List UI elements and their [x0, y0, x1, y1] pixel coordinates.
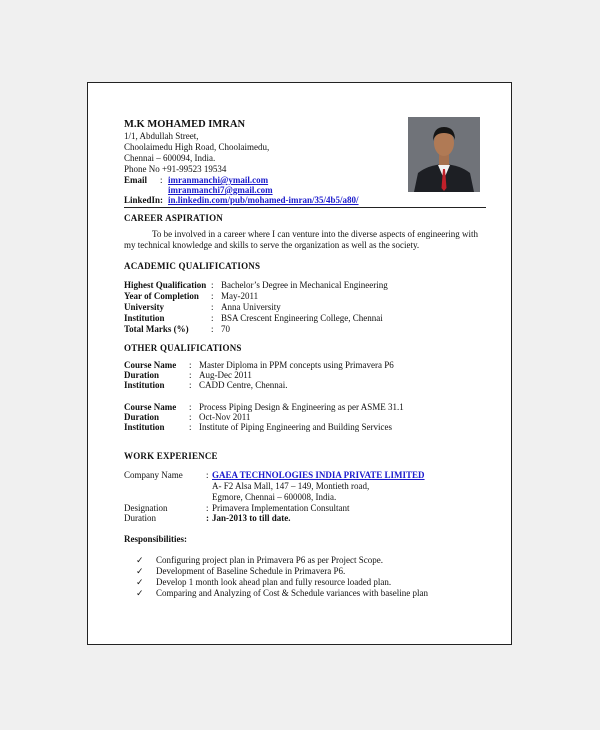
- header-divider: [124, 207, 486, 208]
- company-address-1: A- F2 Alsa Mall, 147 – 149, Montieth road,: [212, 481, 370, 491]
- company-label: Company Name: [124, 470, 183, 480]
- course2-colon-3: :: [189, 422, 192, 432]
- responsibility-text: Develop 1 month look ahead plan and fully resource loaded plan.: [156, 577, 392, 587]
- linkedin-label: LinkedIn: [124, 195, 161, 205]
- academic-colon-3: :: [211, 302, 214, 312]
- course1-label-1: Course Name: [124, 360, 177, 370]
- academic-value-3: Anna University: [221, 302, 281, 312]
- course1-colon-1: :: [189, 360, 192, 370]
- career-heading: CAREER ASPIRATION: [124, 213, 223, 223]
- course1-label-3: Institution: [124, 380, 165, 390]
- email-separator: :: [160, 175, 163, 185]
- email-link-2[interactable]: imranmanchi7@gmail.com: [168, 185, 273, 195]
- check-icon: ✓: [136, 588, 144, 598]
- course2-value-2: Oct-Nov 2011: [199, 412, 251, 422]
- email-link-1[interactable]: imranmanchi@ymail.com: [168, 175, 269, 185]
- responsibilities-heading: Responsibilities:: [124, 534, 188, 544]
- address-line-3: Chennai – 600094, India.: [124, 153, 216, 163]
- responsibility-item: [136, 566, 345, 577]
- designation-value: Primavera Implementation Consultant: [212, 503, 350, 513]
- responsibility-item: [136, 577, 391, 588]
- academic-colon-5: :: [211, 324, 214, 334]
- designation-colon: :: [206, 503, 209, 513]
- academic-label-1: Highest Qualification: [124, 280, 207, 290]
- candidate-name: M.K MOHAMED IMRAN: [124, 119, 246, 130]
- resume-page: [87, 82, 512, 645]
- company-name-link[interactable]: GAEA TECHNOLOGIES INDIA PRIVATE LIMITED: [212, 470, 425, 480]
- check-icon: ✓: [136, 555, 144, 565]
- phone-number: Phone No +91-99523 19534: [124, 164, 227, 174]
- course1-label-2: Duration: [124, 370, 160, 380]
- company-address-2: Egmore, Chennai – 600008, India.: [212, 492, 337, 502]
- check-icon: ✓: [136, 566, 144, 576]
- responsibility-item: [136, 555, 383, 566]
- academic-colon-1: :: [211, 280, 214, 290]
- responsibility-text: Development of Baseline Schedule in Primavera P6.: [156, 566, 346, 576]
- course1-value-2: Aug-Dec 2011: [199, 370, 252, 380]
- course1-colon-3: :: [189, 380, 192, 390]
- duration-value: Jan-2013 to till date.: [212, 513, 291, 523]
- course2-colon-1: :: [189, 402, 192, 412]
- academic-label-5: Total Marks (%): [124, 324, 189, 334]
- email-label: Email: [124, 175, 148, 185]
- course2-colon-2: :: [189, 412, 192, 422]
- academic-value-2: May-2011: [221, 291, 259, 301]
- course2-label-1: Course Name: [124, 402, 177, 412]
- course1-value-3: CADD Centre, Chennai.: [199, 380, 288, 390]
- linkedin-separator: :: [160, 195, 163, 205]
- duration-colon: :: [206, 513, 209, 523]
- course2-value-3: Institute of Piping Engineering and Building Services: [199, 422, 392, 432]
- academic-label-3: University: [124, 302, 164, 312]
- course2-label-2: Duration: [124, 412, 160, 422]
- linkedin-link[interactable]: in.linkedin.com/pub/mohamed-imran/35/4b5/a80/: [168, 195, 359, 205]
- responsibility-item: [136, 588, 428, 599]
- course2-label-3: Institution: [124, 422, 165, 432]
- profile-photo: [408, 117, 480, 192]
- academic-label-4: Institution: [124, 313, 165, 323]
- career-text: To be involved in a career where I can venture into the diverse aspects of engineering with my technical knowledge and skills to serve the organization as well as the society.: [124, 229, 478, 250]
- designation-label: Designation: [124, 503, 168, 513]
- check-icon: ✓: [136, 577, 144, 587]
- company-colon: :: [206, 470, 209, 480]
- course1-colon-2: :: [189, 370, 192, 380]
- academic-colon-4: :: [211, 313, 214, 323]
- course2-value-1: Process Piping Design & Engineering as per ASME 31.1: [199, 402, 404, 412]
- academic-value-5: 70: [221, 324, 230, 334]
- course1-value-1: Master Diploma in PPM concepts using Primavera P6: [199, 360, 394, 370]
- address-line-2: Choolaimedu High Road, Choolaimedu,: [124, 142, 270, 152]
- academic-label-2: Year of Completion: [124, 291, 199, 301]
- work-heading: WORK EXPERIENCE: [124, 451, 218, 461]
- academic-value-1: Bachelor’s Degree in Mechanical Engineering: [221, 280, 388, 290]
- duration-label: Duration: [124, 513, 156, 523]
- responsibility-text: Comparing and Analyzing of Cost & Schedule variances with baseline plan: [156, 588, 428, 598]
- academic-heading: ACADEMIC QUALIFICATIONS: [124, 261, 261, 271]
- responsibility-text: Configuring project plan in Primavera P6 as per Project Scope.: [156, 555, 383, 565]
- other-heading: OTHER QUALIFICATIONS: [124, 343, 242, 353]
- address-line-1: 1/1, Abdullah Street,: [124, 131, 199, 141]
- academic-value-4: BSA Crescent Engineering College, Chennai: [221, 313, 383, 323]
- profile-photo-image: [408, 117, 480, 192]
- academic-colon-2: :: [211, 291, 214, 301]
